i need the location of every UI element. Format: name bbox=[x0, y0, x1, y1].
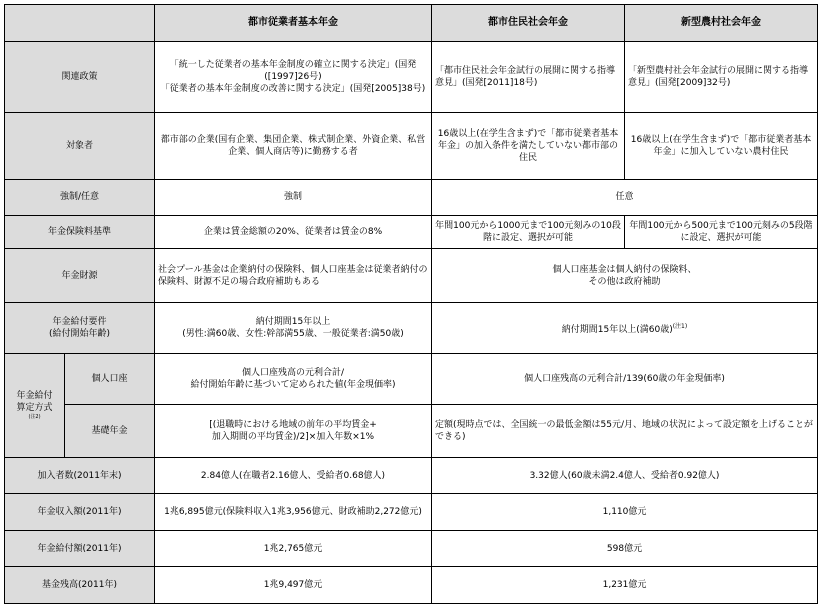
row-revenue bbox=[5, 494, 818, 531]
personal-urban-employee: 個人口座残高の元利合計/ 給付開始年齢に基づいて定められた値(年金現価率) bbox=[155, 354, 432, 405]
note-1: (注1) bbox=[672, 322, 688, 330]
label-target: 対象者 bbox=[5, 112, 155, 179]
row-members bbox=[5, 457, 818, 494]
payout-residents: 598億元 bbox=[432, 530, 818, 567]
target-urban-employee: 都市部の企業(国有企業、集団企業、株式制企業、外資企業、私営企業、個人商店等)に勤務する者 bbox=[155, 112, 432, 179]
funding-residents: 個人口座基金は個人納付の保険料、 その他は政府補助 bbox=[432, 248, 818, 303]
label-basic-pension: 基礎年金 bbox=[65, 404, 155, 457]
corner-cell bbox=[5, 5, 155, 42]
row-balance bbox=[5, 567, 818, 604]
row-mandatory bbox=[5, 179, 818, 216]
premium-urban-employee: 企業は賃金総額の20%、従業者は賃金の8% bbox=[155, 216, 432, 248]
label-revenue: 年金収入額(2011年) bbox=[5, 494, 155, 531]
personal-residents: 個人口座残高の元利合計/139(60歳の年金現価率) bbox=[432, 354, 818, 405]
requirement-residents bbox=[432, 303, 818, 354]
policy-rural: 「新型農村社会年金試行の展開に関する指導意見」(国発[2009]32号) bbox=[625, 41, 818, 112]
target-urban-resident: 16歳以上(在学生含まず)で「都市従業者基本年金」の加入条件を満たしていない都市部の住民 bbox=[432, 112, 625, 179]
balance-residents: 1,231億元 bbox=[432, 567, 818, 604]
revenue-urban-employee: 1兆6,895億元(保険料収入1兆3,956億元、財政補助2,272億元) bbox=[155, 494, 432, 531]
row-target bbox=[5, 112, 818, 179]
basic-urban-employee: [(退職時における地域の前年の平均賃金+ 加入期間の平均賃金)/2]×加入年数×1% bbox=[155, 404, 432, 457]
row-requirement bbox=[5, 303, 818, 354]
premium-rural: 年間100元から500元まで100元刻みの5段階に設定、選択が可能 bbox=[625, 216, 818, 248]
policy-urban-employee: 「統一した従業者の基本年金制度の確立に関する決定」(国発([1997]26号) 「従業者の基本年金制度の改善に関する決定」(国発[2005]38号) bbox=[155, 41, 432, 112]
row-premium bbox=[5, 216, 818, 248]
label-funding: 年金財源 bbox=[5, 248, 155, 303]
mandatory-residents: 任意 bbox=[432, 179, 818, 216]
payout-urban-employee: 1兆2,765億元 bbox=[155, 530, 432, 567]
label-requirement-line1: 年金給付要件 bbox=[52, 317, 107, 328]
target-rural: 16歳以上(在学生含まず)で「都市従業者基本年金」に加入していない農村住民 bbox=[625, 112, 818, 179]
header-urban-resident: 都市住民社会年金 bbox=[432, 5, 625, 42]
requirement-urban-employee: 納付期間15年以上 (男性:満60歳、女性:幹部満55歳、一般従業者:満50歳) bbox=[155, 303, 432, 354]
header-rural: 新型農村社会年金 bbox=[625, 5, 818, 42]
label-policy: 関連政策 bbox=[5, 41, 155, 112]
balance-urban-employee: 1兆9,497億元 bbox=[155, 567, 432, 604]
label-requirement-line2: (給付開始年齢) bbox=[48, 329, 111, 340]
funding-urban-employee: 社会プール基金は企業納付の保険料、個人口座基金は従業者納付の保険料、財源不足の場合政府補助もある bbox=[155, 248, 432, 303]
label-calc-line2: 算定方式 bbox=[16, 402, 53, 413]
members-urban-employee: 2.84億人(在職者2.16億人、受給者0.68億人) bbox=[155, 457, 432, 494]
row-policy bbox=[5, 41, 818, 112]
pension-comparison-table bbox=[4, 4, 818, 604]
note-2: (注2) bbox=[28, 413, 41, 420]
row-calc-basic bbox=[5, 404, 818, 457]
basic-residents: 定額(現時点では、全国統一の最低金額は55元/月、地域の状況によって設定額を上げることができる) bbox=[432, 404, 818, 457]
label-members: 加入者数(2011年末) bbox=[5, 457, 155, 494]
label-mandatory: 強制/任意 bbox=[5, 179, 155, 216]
requirement-residents-text: 納付期間15年以上(満60歳) bbox=[561, 324, 673, 335]
label-calc bbox=[5, 354, 65, 458]
mandatory-urban-employee: 強制 bbox=[155, 179, 432, 216]
header-urban-employee: 都市従業者基本年金 bbox=[155, 5, 432, 42]
label-payout: 年金給付額(2011年) bbox=[5, 530, 155, 567]
row-funding bbox=[5, 248, 818, 303]
row-calc-personal bbox=[5, 354, 818, 405]
label-personal-account: 個人口座 bbox=[65, 354, 155, 405]
label-calc-line1: 年金給付 bbox=[16, 390, 53, 401]
label-requirement bbox=[5, 303, 155, 354]
header-row bbox=[5, 5, 818, 42]
revenue-residents: 1,110億元 bbox=[432, 494, 818, 531]
row-payout bbox=[5, 530, 818, 567]
members-residents: 3.32億人(60歳未満2.4億人、受給者0.92億人) bbox=[432, 457, 818, 494]
premium-urban-resident: 年間100元から1000元まで100元刻みの10段階に設定、選択が可能 bbox=[432, 216, 625, 248]
label-balance: 基金残高(2011年) bbox=[5, 567, 155, 604]
label-premium: 年金保険料基準 bbox=[5, 216, 155, 248]
policy-urban-resident: 「都市住民社会年金試行の展開に関する指導意見」(国発[2011]18号) bbox=[432, 41, 625, 112]
